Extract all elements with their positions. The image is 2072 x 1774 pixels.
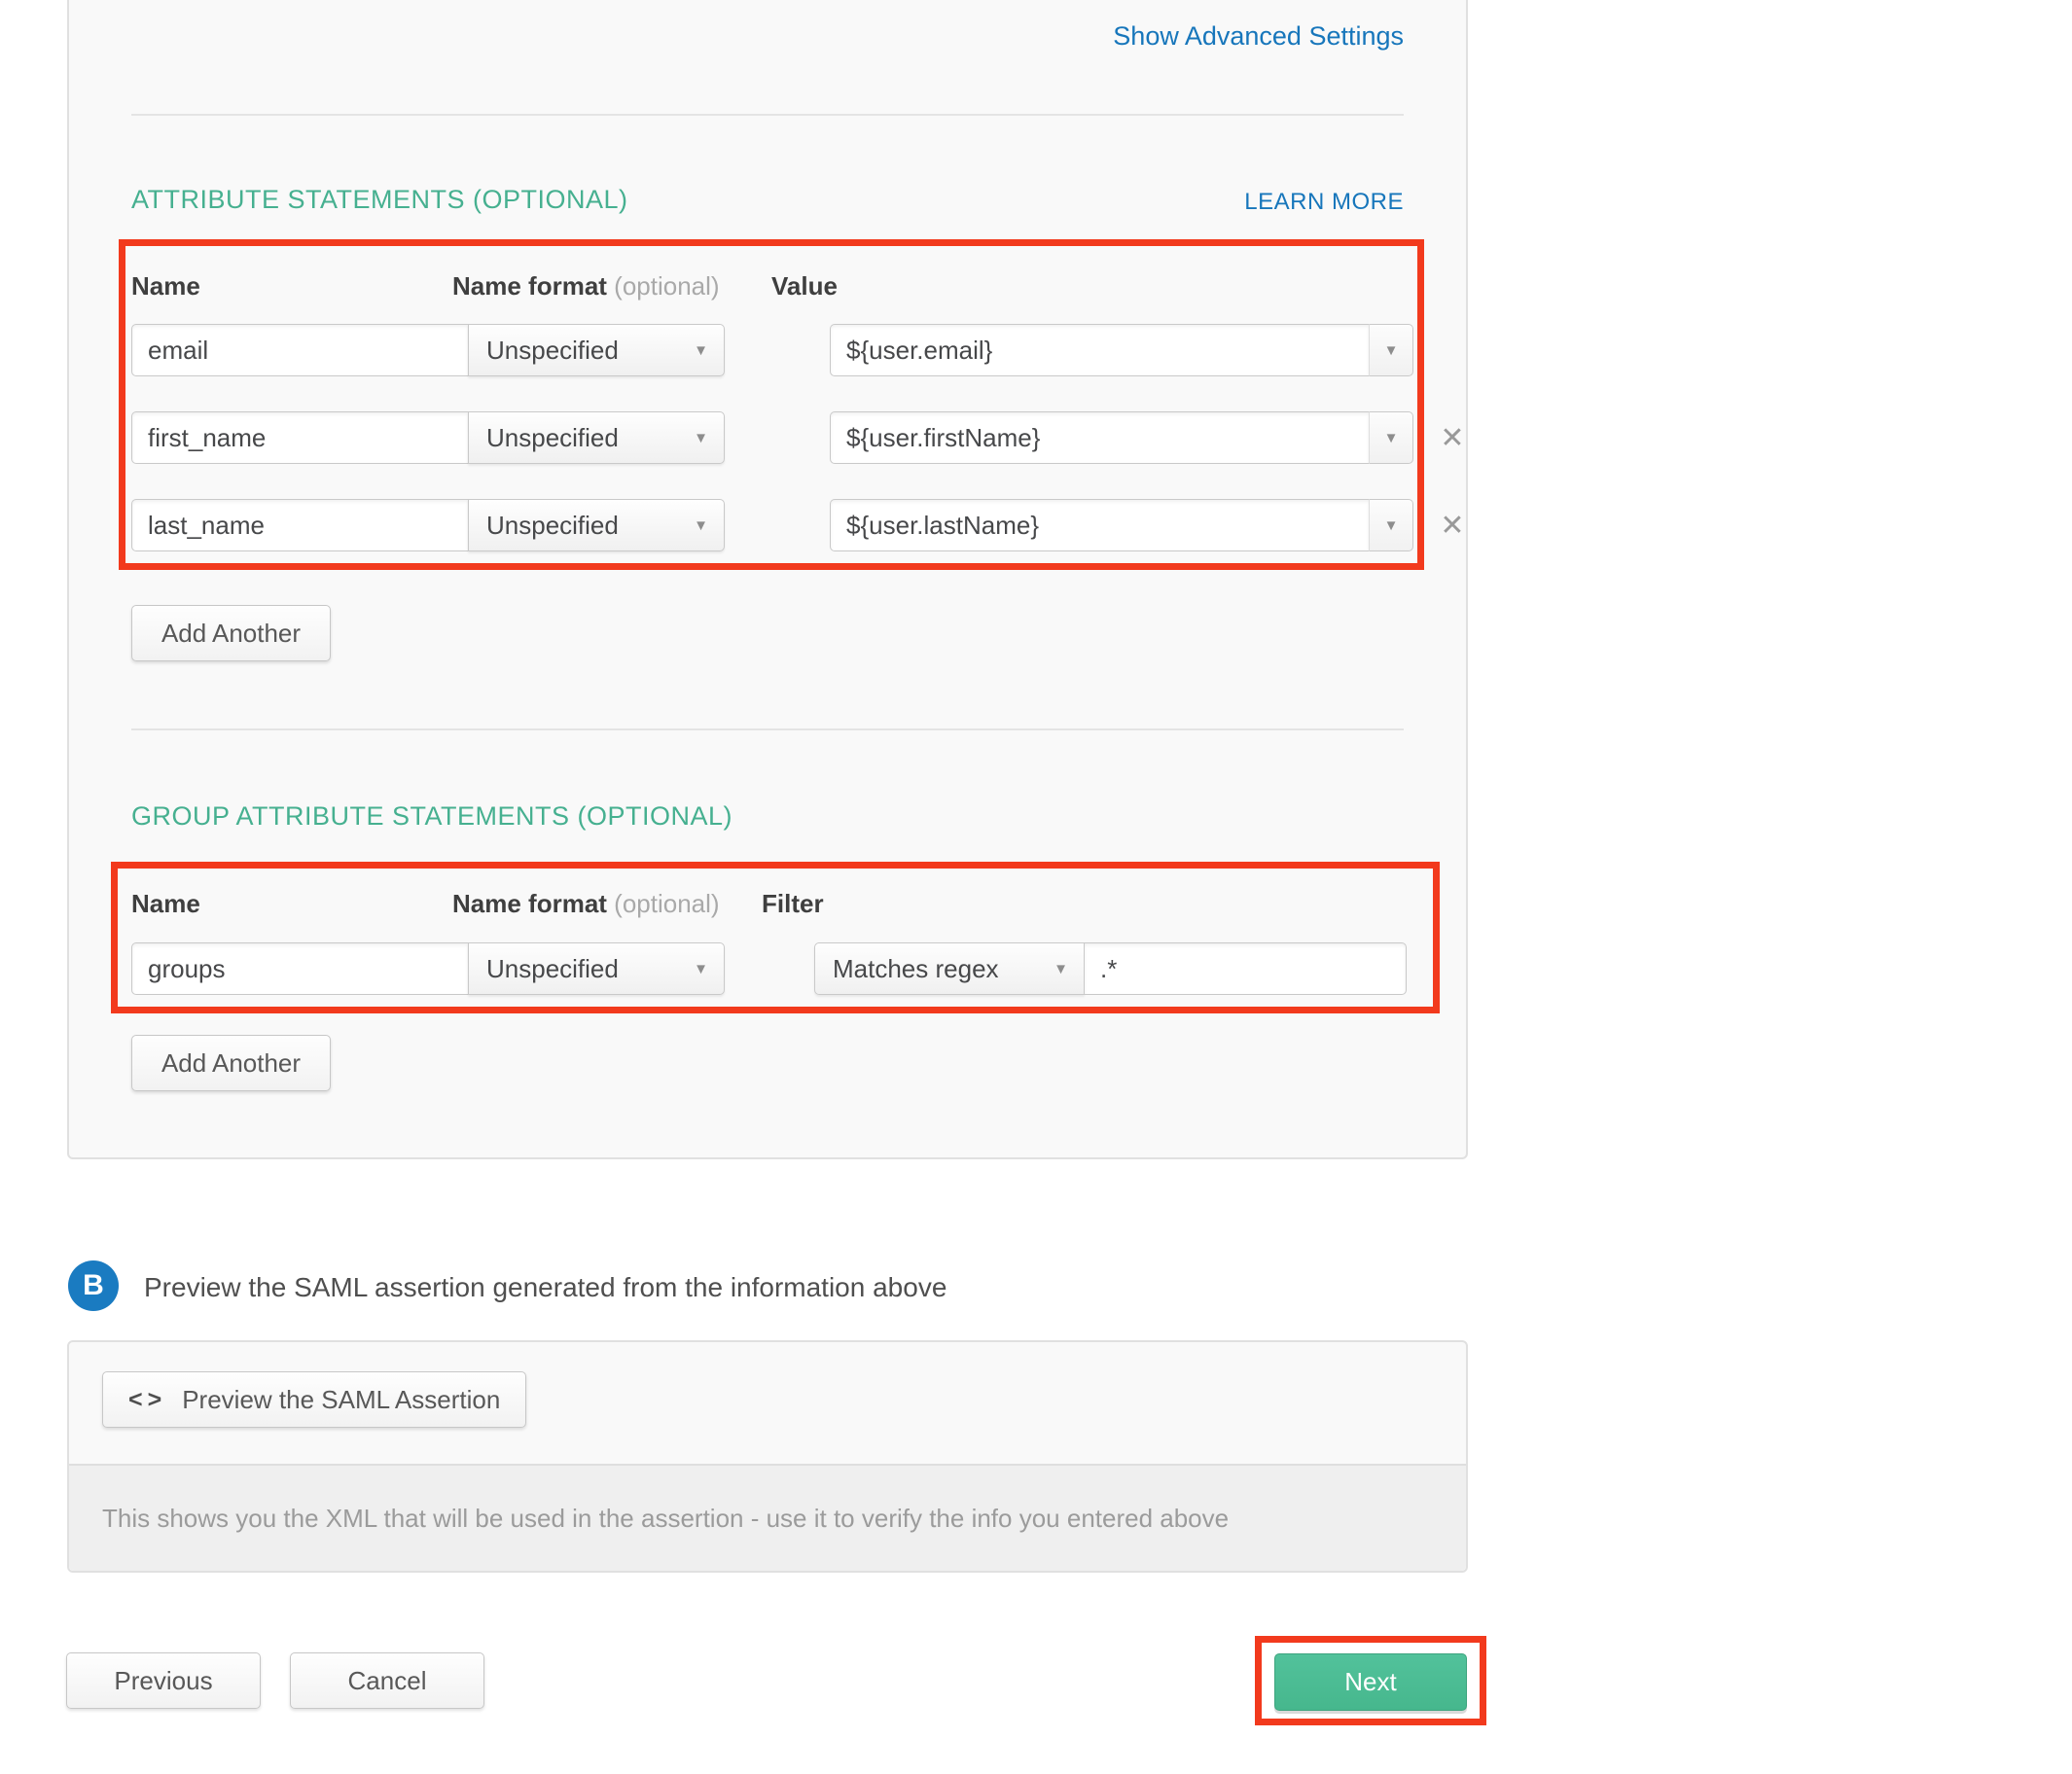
attribute-row	[131, 324, 1404, 376]
attribute-value-group	[830, 499, 1413, 551]
section-divider	[131, 728, 1404, 730]
filter-column-header: Filter	[762, 889, 824, 918]
group-attribute-row	[131, 942, 1404, 995]
name-format-header-label: Name format	[452, 271, 607, 301]
name-format-select[interactable]	[468, 499, 725, 551]
learn-more-link[interactable]: LEARN MORE	[1244, 189, 1404, 215]
attribute-name-input[interactable]	[131, 411, 469, 464]
attribute-row	[131, 499, 1465, 551]
name-format-column-header	[452, 889, 720, 919]
preview-note-strip	[69, 1464, 1466, 1571]
preview-section-heading: Preview the SAML assertion generated from the information above	[144, 1272, 947, 1302]
attribute-name-input[interactable]	[131, 324, 469, 376]
chevron-down-icon: ▼	[1383, 341, 1399, 359]
previous-button[interactable]: Previous	[66, 1652, 261, 1709]
name-column-header: Name	[131, 271, 200, 301]
chevron-down-icon: ▼	[1383, 429, 1399, 446]
chevron-down-icon: ▼	[694, 429, 708, 446]
code-brackets-icon: <>	[128, 1385, 167, 1413]
name-format-select[interactable]	[468, 942, 725, 995]
chevron-down-icon: ▼	[694, 516, 708, 534]
value-dropdown-button[interactable]	[1369, 499, 1413, 551]
attribute-value-input[interactable]	[830, 499, 1369, 551]
next-button[interactable]: Next	[1274, 1653, 1467, 1711]
preview-note-text: This shows you the XML that will be used in the assertion - use it to verify the info you entered above	[102, 1503, 1230, 1533]
name-format-selected-value: Unspecified	[486, 510, 619, 540]
filter-value-input[interactable]	[1084, 942, 1407, 995]
value-dropdown-button[interactable]	[1369, 411, 1413, 464]
next-button-highlight-box	[1255, 1636, 1486, 1725]
optional-hint: (optional)	[614, 271, 720, 301]
attribute-value-group	[830, 324, 1413, 376]
saml-settings-panel	[67, 0, 1468, 1159]
preview-saml-assertion-button[interactable]	[102, 1371, 526, 1428]
group-attribute-statements-title: GROUP ATTRIBUTE STATEMENTS (OPTIONAL)	[131, 801, 733, 831]
attribute-value-group	[830, 411, 1413, 464]
name-format-selected-value: Unspecified	[486, 335, 619, 365]
chevron-down-icon: ▼	[694, 341, 708, 359]
name-format-column-header	[452, 271, 720, 302]
filter-type-selected-value: Matches regex	[833, 953, 999, 983]
cancel-button[interactable]: Cancel	[290, 1652, 484, 1709]
chevron-down-icon: ▼	[1383, 516, 1399, 534]
add-another-group-attribute-button[interactable]: Add Another	[131, 1035, 331, 1091]
attribute-statements-title: ATTRIBUTE STATEMENTS (OPTIONAL)	[131, 185, 628, 214]
name-format-selected-value: Unspecified	[486, 953, 619, 983]
value-dropdown-button[interactable]	[1369, 324, 1413, 376]
name-column-header: Name	[131, 889, 200, 918]
name-format-select[interactable]	[468, 324, 725, 376]
name-format-selected-value: Unspecified	[486, 422, 619, 452]
chevron-down-icon: ▼	[1054, 960, 1068, 977]
group-name-input[interactable]	[131, 942, 469, 995]
attribute-name-input[interactable]	[131, 499, 469, 551]
preview-button-label: Preview the SAML Assertion	[182, 1384, 501, 1414]
remove-row-button[interactable]: ✕	[1440, 509, 1465, 542]
value-column-header: Value	[771, 271, 838, 301]
section-divider	[131, 114, 1404, 116]
add-another-attribute-button[interactable]: Add Another	[131, 605, 331, 661]
preview-panel	[67, 1340, 1468, 1573]
attribute-row	[131, 411, 1465, 464]
attribute-value-input[interactable]	[830, 411, 1369, 464]
chevron-down-icon: ▼	[694, 960, 708, 977]
step-b-badge: B	[68, 1260, 119, 1311]
filter-type-select[interactable]	[814, 942, 1085, 995]
optional-hint: (optional)	[614, 889, 720, 918]
name-format-header-label: Name format	[452, 889, 607, 918]
name-format-select[interactable]	[468, 411, 725, 464]
remove-row-button[interactable]: ✕	[1440, 421, 1465, 454]
attribute-value-input[interactable]	[830, 324, 1369, 376]
show-advanced-settings-link[interactable]: Show Advanced Settings	[1113, 21, 1404, 51]
